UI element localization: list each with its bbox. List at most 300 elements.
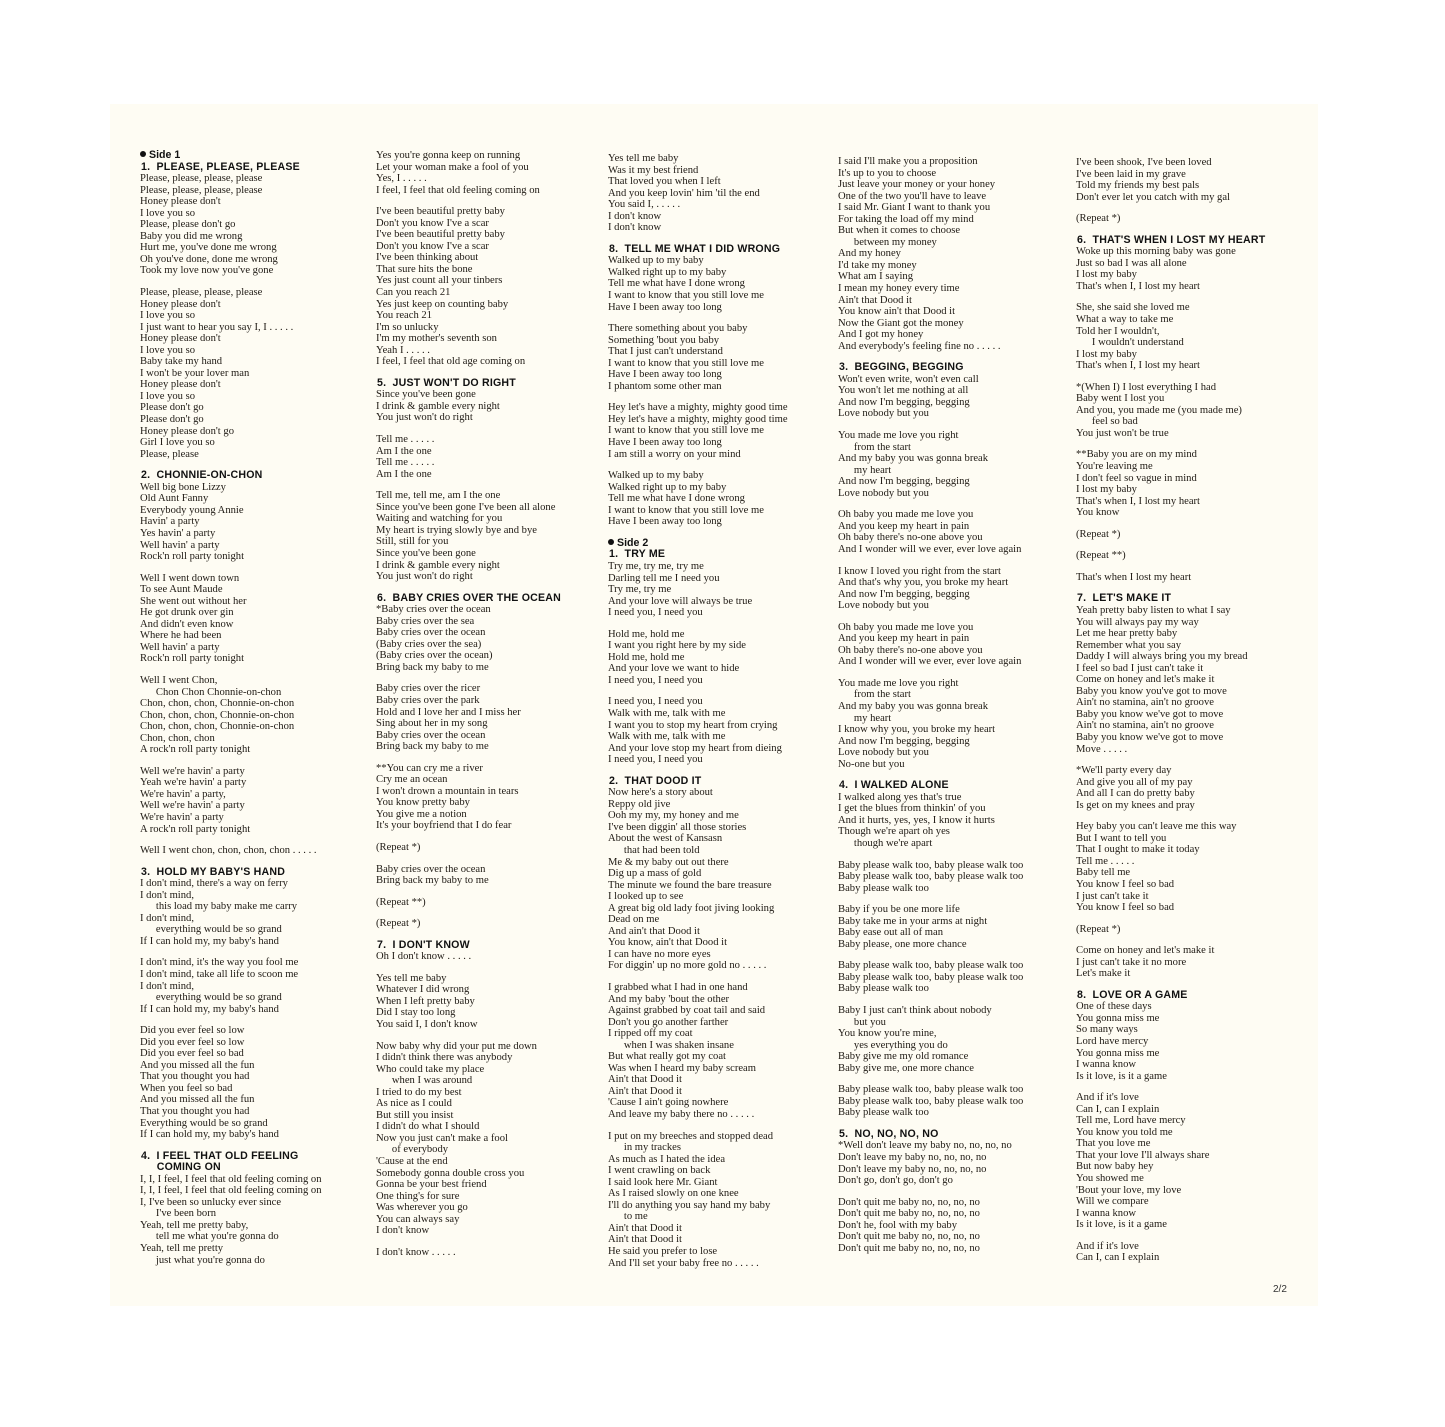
lyric-line: You said I, I don't know [376, 1019, 478, 1030]
lyric-line: If I can hold my, my baby's hand [140, 935, 279, 947]
lyric-line: Who could take my place [376, 1063, 485, 1075]
lyric-line: Don't ever let you catch with my gal [1076, 191, 1231, 203]
lyric-line: Have I been away too long [608, 437, 722, 449]
lyric-line: I don't know [608, 222, 662, 234]
lyric-line: I phantom some other man [608, 380, 722, 392]
page-number: 2/2 [1273, 1284, 1287, 1295]
lyric-line: Just so bad I was all alone [1076, 257, 1187, 269]
lyric-line: Move . . . . . [1076, 743, 1128, 755]
lyric-line: Love nobody but you [838, 747, 929, 759]
lyric-line: You know pretty baby [376, 797, 470, 809]
lyric-line: Hurt me, you've done me wrong [140, 242, 277, 254]
lyric-line: 'Cause I ain't going nowhere [608, 1097, 729, 1109]
lyric-line: Hold me, hold me [608, 651, 685, 663]
lyric-line: Yes tell me baby [608, 153, 679, 164]
lyric-line: Don't quit me baby no, no, no, no [838, 1196, 980, 1208]
lyric-line: I need you, I need you [608, 696, 703, 708]
lyric-line: And now I'm begging, begging [838, 396, 970, 408]
lyric-line: Yeah, tell me pretty [140, 1243, 224, 1255]
lyric-line: That you thought you had [140, 1071, 250, 1083]
lyric-line: Yes just count all your tinbers [376, 275, 503, 287]
lyric-line: *(When I) I lost everything I had [1076, 381, 1217, 393]
lyric-line: I love you so [140, 207, 196, 219]
lyric-line: And you, you made me (you made me) [1076, 404, 1242, 416]
lyric-line: Am I the one [376, 445, 432, 457]
lyric-line: I've been diggin' all those stories [608, 821, 747, 833]
lyric-line: (Baby cries over the sea) [376, 638, 482, 650]
side-label-text: Side 2 [617, 536, 649, 549]
lyric-line: Remember what you say [1076, 639, 1182, 651]
lyric-line: Hey let's have a mighty, mighty good time [608, 402, 788, 414]
lyric-line: Love nobody but you [838, 600, 929, 612]
lyric-line: Ain't that Dood it [608, 1222, 683, 1234]
lyric-line: When you feel so bad [140, 1082, 233, 1094]
stanza [376, 842, 561, 854]
lyric-line: And give you all of my pay [1076, 776, 1193, 788]
lyric-line: So many ways [1076, 1024, 1138, 1036]
lyric-line: Was it my best friend [608, 164, 699, 176]
lyric-line: I don't mind, [140, 980, 194, 992]
lyric-line: Ain't that Dood it [608, 1234, 683, 1246]
lyric-line: I just can't take it no more [1076, 956, 1187, 968]
lyric-line: Baby please walk too, baby please walk too [838, 1084, 1024, 1096]
lyric-line: You know you're mine, [838, 1028, 937, 1040]
lyric-line: I won't drown a mountain in tears [376, 785, 519, 797]
lyric-line: Chon Chon Chonnie-on-chon [140, 686, 282, 698]
lyric-line: A rock'n roll party tonight [140, 744, 251, 756]
lyric-line: I need you, I need you [608, 674, 703, 686]
song-title: 4. I FEEL THAT OLD FEELING COMING ON [141, 1149, 299, 1174]
lyric-line: You just won't do right [376, 571, 473, 583]
lyric-line: I am still a worry on your mind [608, 448, 741, 460]
lyric-line: One of the two you'll have to leave [838, 190, 987, 202]
lyric-line: Sing about her in my song [376, 718, 488, 730]
lyric-line: What a way to take me [1076, 314, 1174, 326]
stanza [838, 566, 1023, 612]
lyric-line: Baby you know you've got to move [1076, 685, 1227, 697]
stanza [376, 389, 561, 424]
lyric-line: Something 'bout you baby [608, 334, 720, 346]
lyric-line: (Repeat **) [376, 896, 426, 908]
stanza [1076, 382, 1265, 440]
lyric-line: Yes tell me baby [376, 972, 447, 984]
lyric-line: Walk with me, talk with me [608, 731, 726, 743]
song-title: 7. I DON'T KNOW [377, 938, 470, 951]
lyric-line: Will we compare [1076, 1196, 1149, 1208]
lyric-line: You made me love you right [838, 677, 959, 689]
lyric-line: That you love me [1076, 1138, 1151, 1150]
stanza [838, 1197, 1023, 1255]
lyric-line: And I wonder will we ever, ever love again [838, 543, 1022, 555]
stanza [608, 787, 788, 972]
stanza [838, 374, 1023, 420]
lyric-line: There something about you baby [608, 323, 748, 335]
lyric-line: Did you ever feel so low [140, 1036, 245, 1048]
lyric-line: Ain't no stamina, ain't no groove [1076, 720, 1214, 732]
lyric-line: You showed me [1076, 1173, 1144, 1185]
lyric-line: Gonna be your best friend [376, 1179, 487, 1191]
stanza [608, 323, 788, 392]
lyric-line: to me [608, 1211, 648, 1223]
lyric-line: And if it's love [1076, 1240, 1139, 1252]
lyric-line: Me & my baby out out there [608, 856, 729, 868]
lyric-line: Honey please don't [140, 379, 221, 391]
lyric-line: Rock'n roll party tonight [140, 653, 245, 665]
lyric-line: I don't feel so vague in mind [1076, 472, 1197, 484]
lyric-line: I put on my breeches and stopped dead [608, 1130, 774, 1142]
lyric-line: You can always say [376, 1213, 460, 1225]
lyric-line: Tell me what have I done wrong [608, 278, 745, 290]
lyric-line: (Repeat *) [376, 841, 421, 853]
lyric-line: Don't quit me baby no, no, no, no [838, 1242, 980, 1254]
lyric-line: And your love will always be true [608, 595, 753, 607]
lyric-line: And you missed all the fun [140, 1094, 255, 1106]
lyric-line: Rock'n roll party tonight [140, 551, 245, 563]
stanza [1076, 605, 1265, 755]
lyric-line: To see Aunt Maude [140, 584, 223, 596]
stanza [608, 470, 788, 528]
lyric-line: My heart is trying slowly bye and bye [376, 524, 537, 536]
lyric-line: Baby please walk too [838, 983, 929, 995]
lyric-line: One thing's for sure [376, 1190, 460, 1202]
stanza [376, 604, 561, 673]
lyric-line: *We'll party every day [1076, 765, 1172, 777]
lyric-line: Now you just can't make a fool [376, 1132, 508, 1144]
lyric-line: I know why you, you broke my heart [838, 724, 996, 736]
lyric-line: That loved you when I left [608, 176, 721, 188]
stanza [376, 763, 561, 832]
lyric-line: But now baby hey [1076, 1161, 1154, 1173]
song-title: 1. PLEASE, PLEASE, PLEASE [141, 160, 300, 173]
lyric-line: Now the Giant got the money [838, 317, 964, 329]
lyric-line: And it hurts, yes, yes, I know it hurts [838, 814, 995, 826]
lyric-line: Hold me, hold me [608, 628, 685, 640]
lyric-line: Don't leave my baby no, no, no, no [838, 1152, 987, 1164]
lyric-line: Love nobody but you [838, 487, 929, 499]
lyric-line: I'm so unlucky [376, 321, 439, 333]
lyric-line: Cry me an ocean [376, 774, 448, 786]
lyric-line: That I just can't understand [608, 346, 723, 358]
bullet-icon [608, 539, 614, 545]
lyric-line: Please, please, please, please [140, 184, 263, 196]
lyric-line: Honey please don't [140, 196, 221, 208]
song-title: 2. THAT DOOD IT [609, 774, 702, 787]
lyric-line: Can I, can I explain [1076, 1103, 1160, 1115]
lyric-line: Darling tell me I need you [608, 572, 720, 584]
lyric-line: I've been shook, I've been loved [1076, 157, 1212, 168]
lyric-line: I won't be your lover man [140, 367, 250, 379]
lyric-line: Everybody young Annie [140, 504, 244, 516]
stanza [376, 897, 561, 909]
stanza [1076, 449, 1265, 518]
stanza [376, 150, 561, 196]
lyric-line: Lord have mercy [1076, 1036, 1149, 1047]
stanza [376, 973, 561, 1031]
lyric-line: No-one but you [838, 758, 905, 770]
lyric-line: Yeah, tell me pretty baby, [140, 1219, 249, 1231]
stanza [838, 860, 1023, 895]
lyric-line: And that's why you, you broke my heart [838, 577, 1009, 589]
stanza [376, 864, 561, 887]
lyric-line: I feel, I feel that old feeling coming on [376, 184, 540, 196]
lyric-line: As much as I hated the idea [608, 1153, 726, 1165]
song-title: 7. LET'S MAKE IT [1077, 592, 1172, 605]
lyric-line: I just can't take it [1076, 890, 1149, 902]
lyric-line: I love you so [140, 390, 196, 402]
stanza [376, 918, 561, 930]
stanza [838, 792, 1023, 850]
song-title: 5. JUST WON'T DO RIGHT [377, 376, 516, 389]
lyric-line: Was when I heard my baby scream [608, 1062, 756, 1074]
stanza [838, 904, 1023, 950]
lyric-line: Ain't that Dood it [608, 1085, 683, 1097]
lyric-line: though we're apart [838, 837, 933, 849]
lyric-line: I don't know [608, 210, 662, 222]
lyric-line: Still, still for you [376, 536, 449, 548]
lyric-line: Honey please don't go [140, 425, 234, 437]
lyric-line: Honey please don't [140, 298, 221, 310]
lyric-line: Oh baby you made me love you [838, 621, 974, 633]
lyric-line: That I ought to make it today [1076, 844, 1200, 856]
stanza [376, 206, 561, 368]
lyric-line: I want to know that you still love me [608, 290, 764, 302]
lyric-line: I mean my honey every time [838, 283, 960, 295]
lyric-line: I don't mind, [140, 912, 194, 924]
lyric-line: Chon, chon, chon [140, 732, 215, 744]
lyric-line: That you thought you had [140, 1106, 250, 1118]
lyric-line: Dead on me [608, 914, 660, 926]
lyric-line: Tell me . . . . . [376, 434, 435, 446]
song-title: 3. BEGGING, BEGGING [839, 361, 964, 374]
lyric-line: Tell me . . . . . [1076, 855, 1135, 867]
lyric-line: Baby please, one more chance [838, 938, 967, 950]
song-title: 3. HOLD MY BABY'S HAND [141, 865, 286, 878]
lyric-line: Daddy I will always bring you my bread [1076, 651, 1248, 663]
lyric-line: I drink & gamble every night [376, 559, 500, 571]
lyric-line: Baby cries over the ocean [376, 729, 486, 741]
lyric-line: this load my baby make me carry [140, 901, 298, 913]
lyric-line: Well havin' a party [140, 641, 220, 653]
lyric-line: Well we're havin' a party [140, 800, 245, 812]
stanza [1076, 302, 1265, 371]
lyric-line: Chon, chon, chon, Chonnie-on-chon [140, 709, 295, 721]
lyric-line: 'Bout your love, my love [1076, 1184, 1182, 1196]
lyric-line: Come on honey and let's make it [1076, 674, 1215, 686]
lyric-line: I lost my baby [1076, 348, 1137, 360]
stanza [140, 878, 322, 947]
lyric-line: (Repeat *) [1076, 923, 1121, 935]
lyric-line: I said Mr. Giant I want to thank you [838, 202, 991, 214]
lyric-line: Please, please don't go [140, 219, 236, 231]
stanza [1076, 1001, 1265, 1082]
lyric-line: Havin' a party [140, 516, 200, 528]
lyric-line: Please, please, please, please [140, 287, 263, 299]
lyric-line: For taking the load off my mind [838, 213, 974, 225]
lyric-line: And ain't that Dood it [608, 925, 700, 937]
lyric-line: Have I been away too long [608, 369, 722, 381]
lyric-line: Have I been away too long [608, 301, 722, 313]
lyric-line: everything would be so grand [140, 924, 282, 936]
lyric-line: tell me what you're gonna do [140, 1231, 279, 1243]
lyric-line: I've been beautiful pretty baby [376, 229, 505, 241]
lyric-line: Tell me, Lord have mercy [1076, 1115, 1186, 1127]
lyrics-column-3 [608, 153, 788, 1269]
lyric-line: Well I went chon, chon, chon, chon . . . . . [140, 845, 317, 857]
stanza [376, 1247, 561, 1259]
lyric-line: You just won't be true [1076, 427, 1169, 439]
lyric-line: Ain't that Dood it [608, 1074, 683, 1086]
bullet-icon [140, 151, 146, 157]
stanza [608, 696, 788, 765]
lyric-line: Baby take me in your arms at night [838, 915, 988, 927]
lyric-line: I'm my mother's seventh son [376, 333, 497, 345]
lyric-line: Baby you know we've got to move [1076, 731, 1224, 743]
stanza [376, 1041, 561, 1237]
lyric-line: Oh baby there's no-one above you [838, 644, 983, 656]
lyric-line: You gonna miss me [1076, 1012, 1160, 1024]
lyric-line: Tell me, tell me, am I the one [376, 490, 501, 502]
lyric-line: Baby cries over the ocean [376, 863, 486, 875]
lyric-line: Told her I wouldn't, [1076, 325, 1160, 337]
lyric-line: Was wherever you go [376, 1202, 468, 1214]
lyric-line: Woke up this morning baby was gone [1076, 246, 1236, 258]
stanza [140, 1025, 322, 1140]
lyric-line: Whatever I did wrong [376, 984, 470, 996]
stanza [608, 402, 788, 460]
lyric-line: Yes, I . . . . . [376, 173, 427, 185]
lyric-line: And you keep my heart in pain [838, 520, 970, 532]
lyric-line: You know [1076, 507, 1120, 519]
lyric-line: That sure hits the bone [376, 263, 473, 275]
lyric-line: just what you're gonna do [140, 1254, 265, 1266]
lyric-line: You know, ain't that Dood it [608, 937, 728, 949]
lyric-line: I want to know that you still love me [608, 357, 764, 369]
lyric-line: I ripped off my coat [608, 1028, 693, 1040]
stanza [608, 982, 788, 1121]
lyric-line: Yeah pretty baby listen to what I say [1076, 604, 1231, 616]
lyric-line: I get the blues from thinkin' of you [838, 803, 986, 815]
lyric-line: Ooh my my, my honey and me [608, 810, 739, 822]
lyric-line: If I can hold my, my baby's hand [140, 1003, 279, 1015]
stanza [838, 156, 1023, 352]
lyric-line: I've been born [140, 1208, 217, 1220]
lyric-line: But still you insist [376, 1109, 454, 1121]
lyric-line: Yeah we're havin' a party [140, 777, 247, 789]
lyric-line: Have I been away too long [608, 516, 722, 528]
lyric-line: If I can hold my, my baby's hand [140, 1129, 279, 1141]
lyric-line: Did you ever feel so bad [140, 1048, 244, 1060]
lyric-line: He said you prefer to lose [608, 1246, 718, 1258]
lyric-line: Baby please walk too, baby please walk too [838, 960, 1024, 972]
lyric-line: Hey baby you can't leave me this way [1076, 821, 1237, 833]
lyric-line: You give me a notion [376, 808, 467, 820]
lyric-line: Baby please walk too [838, 1107, 929, 1119]
lyric-line: And I'll set your baby free no . . . . . [608, 1257, 759, 1269]
lyric-line: Took my love now you've gone [140, 265, 274, 277]
stanza [838, 430, 1023, 499]
lyric-line: I, I've been so unlucky ever since [140, 1196, 282, 1208]
lyric-line: Since you've been gone I've been all alone [376, 501, 556, 513]
stanza [140, 766, 322, 835]
lyric-line: (Baby cries over the ocean) [376, 650, 493, 662]
song-title: 4. I WALKED ALONE [839, 779, 949, 792]
lyric-line: Bring back my baby to me [376, 661, 489, 673]
lyric-line: Can I, can I explain [1076, 1252, 1160, 1264]
lyric-line: That's when I, I lost my heart [1076, 360, 1201, 372]
lyric-line: I'd take my money [838, 259, 917, 271]
lyric-line: Please, please [140, 448, 199, 460]
lyric-line: Please don't go [140, 402, 204, 414]
lyric-line: Oh baby you made me love you [838, 509, 974, 521]
lyric-line: And now I'm begging, begging [838, 476, 970, 488]
stanza [140, 573, 322, 665]
lyric-line: I just want to hear you say I, I . . . . . [140, 321, 294, 333]
stanza [140, 1174, 322, 1266]
lyric-line: But I want to tell you [1076, 832, 1167, 844]
stanza [608, 153, 788, 234]
lyric-line: from the start [838, 689, 911, 701]
lyric-line: between my money [838, 236, 937, 248]
lyric-line: I lost my baby [1076, 269, 1137, 281]
stanza [1076, 550, 1265, 562]
stanza [140, 957, 322, 1015]
side-label-text: Side 1 [149, 149, 181, 161]
lyric-line: About the west of Kansasn [608, 833, 723, 845]
lyric-line: Reppy old jive [608, 798, 671, 810]
lyric-line: Yes just keep on counting baby [376, 298, 509, 310]
lyric-line: I've been thinking about [376, 252, 479, 264]
lyric-line: And my baby you was gonna break [838, 700, 989, 712]
lyric-line: Please don't go [140, 414, 204, 426]
lyric-line: I looked up to see [608, 891, 684, 903]
lyric-line: Is it love, is it a game [1076, 1219, 1167, 1231]
lyric-line: But what really got my coat [608, 1051, 726, 1063]
song-title: 6. BABY CRIES OVER THE OCEAN [377, 591, 561, 604]
lyric-line: Hey let's have a mighty, mighty good time [608, 413, 788, 425]
lyric-line: Hold and I love her and I miss her [376, 706, 521, 718]
song-title: 8. TELL ME WHAT I DID WRONG [609, 242, 781, 255]
lyric-line: that had been told [608, 844, 700, 856]
lyric-line: I feel, I feel that old age coming on [376, 356, 526, 368]
lyric-line: And leave my baby there no . . . . . [608, 1109, 755, 1121]
song-title: 2. CHONNIE-ON-CHON [141, 469, 263, 482]
lyric-line: Well I went down town [140, 572, 240, 584]
lyric-line: For diggin' up no more gold no . . . . . [608, 960, 767, 972]
lyric-line: but you [838, 1016, 886, 1028]
lyric-line: Now here's a story about [608, 787, 713, 799]
lyric-line: Baby cries over the park [376, 694, 480, 706]
lyric-line: And I got my honey [838, 329, 924, 341]
lyric-line: I wanna know [1076, 1207, 1137, 1219]
lyric-line: Told my friends my best pals [1076, 180, 1200, 192]
lyric-line: You gonna miss me [1076, 1047, 1160, 1059]
lyric-line: I wanna know [1076, 1059, 1137, 1071]
lyric-line: Against grabbed by coat tail and said [608, 1005, 766, 1017]
stanza [1076, 246, 1265, 292]
stanza [838, 1084, 1023, 1119]
lyric-line: Baby cries over the ocean [376, 627, 486, 639]
lyric-line: Baby you know we've got to move [1076, 708, 1224, 720]
lyric-line: What am I saying [838, 271, 914, 283]
stanza [838, 622, 1023, 668]
lyric-line: Yeah I . . . . . [376, 344, 430, 356]
lyric-line: Come on honey and let's make it [1076, 945, 1215, 957]
lyric-line: Don't quit me baby no, no, no, no [838, 1208, 980, 1220]
stanza [1076, 572, 1265, 584]
song-title: 5. NO, NO, NO, NO [839, 1127, 939, 1140]
lyric-line: And now I'm begging, begging [838, 588, 970, 600]
lyric-line: And your love we want to hide [608, 663, 740, 675]
